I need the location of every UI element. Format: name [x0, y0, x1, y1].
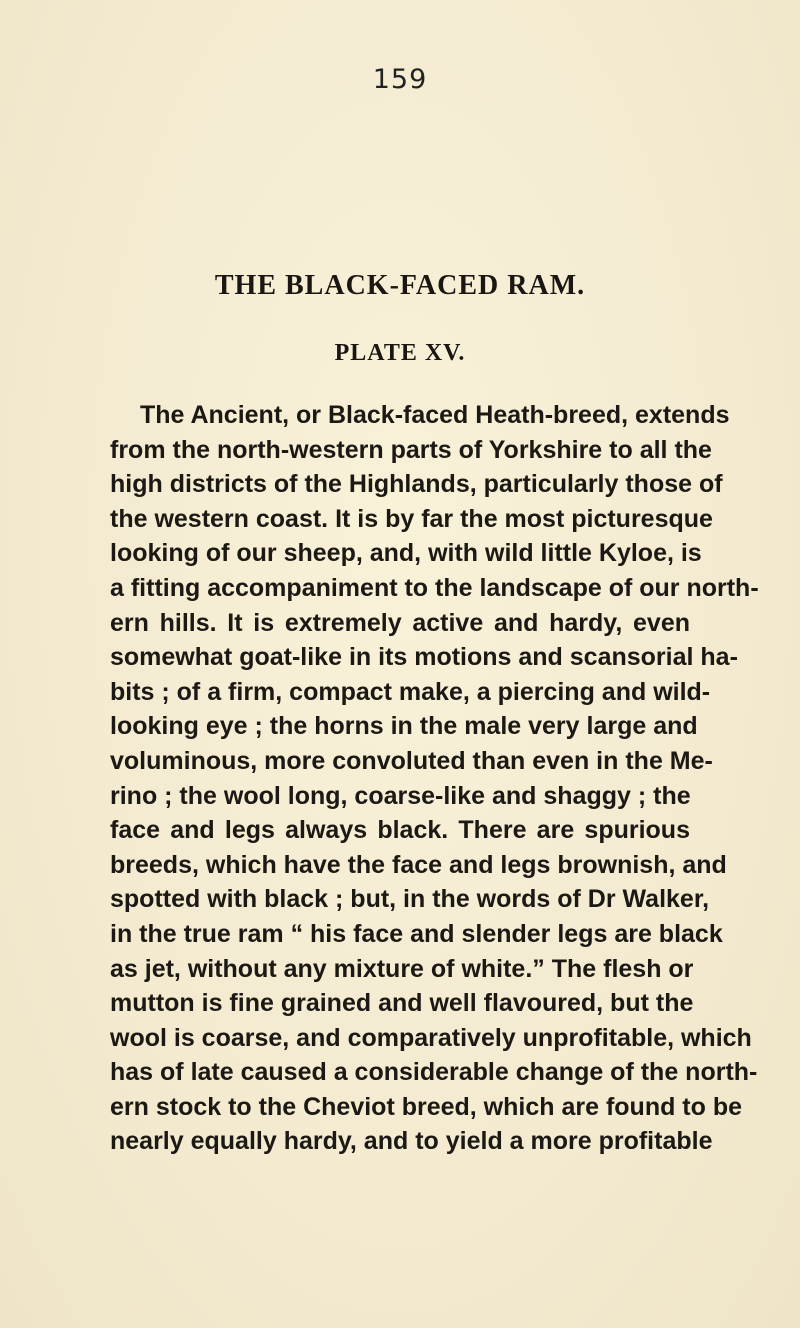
text-line: ern stock to the Cheviot breed, which are found to be	[110, 1092, 743, 1121]
text-line: high districts of the Highlands, particularly those of	[110, 470, 723, 499]
text-line: looking of our sheep, and, with wild little Kyloe, is	[110, 539, 702, 568]
text-line: wool is coarse, and comparatively unprofitable, which	[110, 1023, 752, 1052]
text-line: spotted with black ; but, in the words of Dr Walker,	[110, 885, 710, 914]
body-paragraph	[110, 398, 759, 1159]
text-line: The Ancient, or Black-faced Heath-breed, extends	[140, 401, 730, 429]
text-line: the western coast. It is by far the most picturesque	[110, 504, 713, 533]
text-line: has of late caused a considerable change of the north-	[110, 1058, 758, 1087]
text-line: breeds, which have the face and legs brownish, and	[110, 850, 727, 879]
text-line: voluminous, more convoluted than even in the Me-	[110, 746, 713, 775]
page-title: THE BLACK-FACED RAM.	[214, 270, 586, 301]
text-line: rino ; the wool long, coarse-like and shaggy ; the	[110, 781, 691, 810]
plate-subtitle: PLATE XV.	[334, 340, 466, 366]
text-line: ern hills. It is extremely active and hardy, even	[110, 608, 690, 637]
text-line: a fitting accompaniment to the landscape of our north-	[110, 573, 759, 602]
text-line: from the north-western parts of Yorkshire to all the	[110, 435, 712, 464]
text-line: as jet, without any mixture of white.” The flesh or	[110, 954, 694, 983]
text-line: face and legs always black. There are spurious	[110, 816, 690, 845]
text-line: nearly equally hardy, and to yield a more profitable	[110, 1127, 713, 1156]
text-line: somewhat goat-like in its motions and scansorial ha-	[110, 643, 738, 672]
text-line: mutton is fine grained and well flavoured, but the	[110, 989, 694, 1018]
text-line: looking eye ; the horns in the male very large and	[110, 712, 698, 741]
page-number: 159	[372, 64, 428, 95]
text-line: in the true ram “ his face and slender legs are black	[110, 919, 723, 948]
text-line: bits ; of a firm, compact make, a piercing and wild-	[110, 677, 711, 706]
